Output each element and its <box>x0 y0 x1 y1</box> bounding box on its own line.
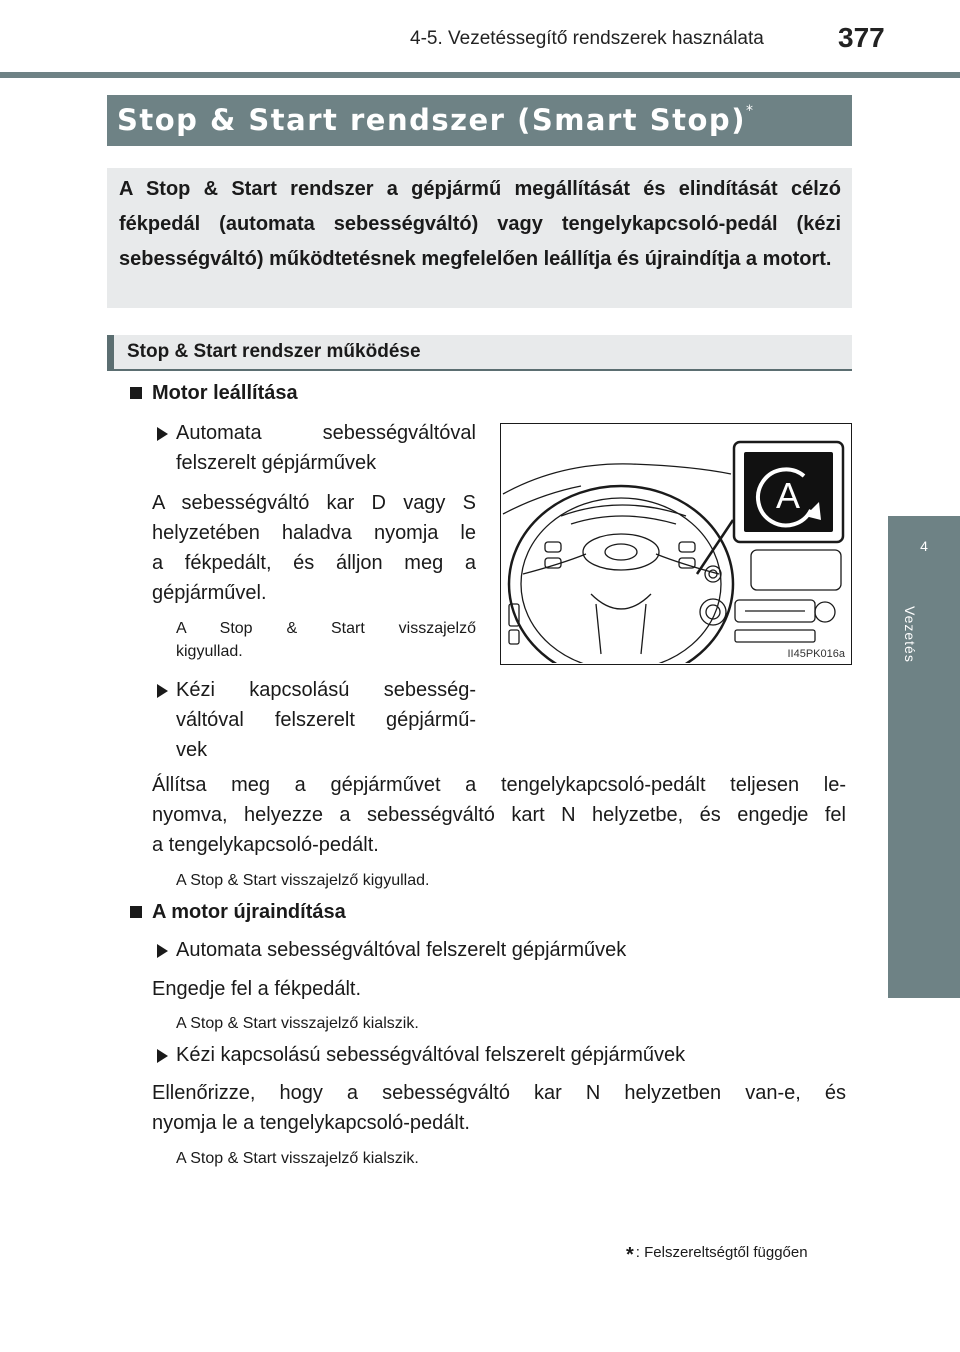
footnote-mark: * <box>626 1244 634 1266</box>
dashboard-illustration <box>501 424 850 663</box>
section-heading: Stop & Start rendszer működése <box>127 341 421 362</box>
triangle-bullet-icon <box>157 1049 168 1063</box>
square-bullet-icon <box>130 906 142 918</box>
restart-auto-label: Automata sebességváltóval felszerelt gépjárművek <box>176 939 627 961</box>
restart-heading: A motor újraindítása <box>130 901 346 924</box>
header-section-title: 4-5. Vezetéssegítő rendszerek használata <box>410 28 764 49</box>
stop-manual-body-line2: nyomva, helyezze a sebességváltó kart N helyzetbe, és engedje fel <box>152 804 846 826</box>
title-mark: * <box>745 103 755 120</box>
intro-box <box>107 168 852 308</box>
restart-manual-body-line1: Ellenőrizze, hogy a sebességváltó kar N helyzetben van-e, és <box>152 1082 846 1104</box>
stop-manual-label-line2: váltóval felszerelt gépjármű- <box>176 709 476 731</box>
footnote <box>626 1240 808 1266</box>
stop-manual-note: A Stop & Start visszajelző kigyullad. <box>176 872 430 889</box>
stop-auto-body-line4: gépjárművel. <box>152 582 267 604</box>
triangle-bullet-icon <box>157 684 168 698</box>
triangle-bullet-icon <box>157 427 168 441</box>
side-tab-number: 4 <box>888 516 960 588</box>
stop-auto-body-line3: a fékpedált, és álljon meg a <box>152 552 476 574</box>
stop-manual-label-line3: vek <box>176 739 208 761</box>
stop-manual-body-line1: Állítsa meg a gépjárművet a tengelykapcsoló-pedált teljesen le- <box>152 774 846 796</box>
restart-auto-body: Engedje fel a fékpedált. <box>152 978 362 1000</box>
indicator-letter: A <box>775 475 801 516</box>
header-rule <box>0 72 960 78</box>
stop-auto-label-line1: Automata sebességváltóval <box>176 422 476 444</box>
stop-heading: Motor leállítása <box>130 382 298 405</box>
restart-manual-body-line2: nyomja le a tengelykapcsoló-pedált. <box>152 1112 470 1134</box>
stop-auto-label-line2: felszerelt gépjárművek <box>176 452 377 474</box>
footnote-text: : Felszereltségtől függően <box>635 1244 808 1261</box>
figure-code: II45PK016a <box>787 648 845 660</box>
side-tab-label: Vezetés <box>902 606 918 663</box>
restart-auto-note: A Stop & Start visszajelző kialszik. <box>176 1015 419 1032</box>
restart-manual-note: A Stop & Start visszajelző kialszik. <box>176 1150 419 1167</box>
stop-auto-note-line1: A Stop & Start visszajelző <box>176 620 476 637</box>
dashboard-figure <box>500 423 852 665</box>
stop-manual-label-line1: Kézi kapcsolású sebesség- <box>176 679 476 701</box>
page-title <box>117 103 754 137</box>
stop-auto-body-line2: helyzetében haladva nyomja le <box>152 522 476 544</box>
stop-auto-note-line2: kigyullad. <box>176 643 243 660</box>
intro-text: A Stop & Start rendszer a gépjármű megállítását és elindítását célzó fékpedál (automata sebességváltó) vagy tengelykapcsoló-pedál (kézi sebességváltó) működtetésnek megfelelően leállítja és újraindítja a motort. <box>119 178 841 270</box>
title-bar <box>107 95 852 146</box>
page-number: 377 <box>838 22 885 53</box>
restart-manual-label: Kézi kapcsolású sebességváltóval felszerelt gépjárművek <box>176 1044 686 1066</box>
square-bullet-icon <box>130 387 142 399</box>
section-heading-bar <box>107 335 852 371</box>
triangle-bullet-icon <box>157 944 168 958</box>
side-tab <box>888 588 960 998</box>
page-title-text: Stop & Start rendszer (Smart Stop) <box>117 103 746 137</box>
stop-manual-body-line3: a tengelykapcsoló-pedált. <box>152 834 379 856</box>
stop-auto-body-line1: A sebességváltó kar D vagy S <box>152 492 476 514</box>
